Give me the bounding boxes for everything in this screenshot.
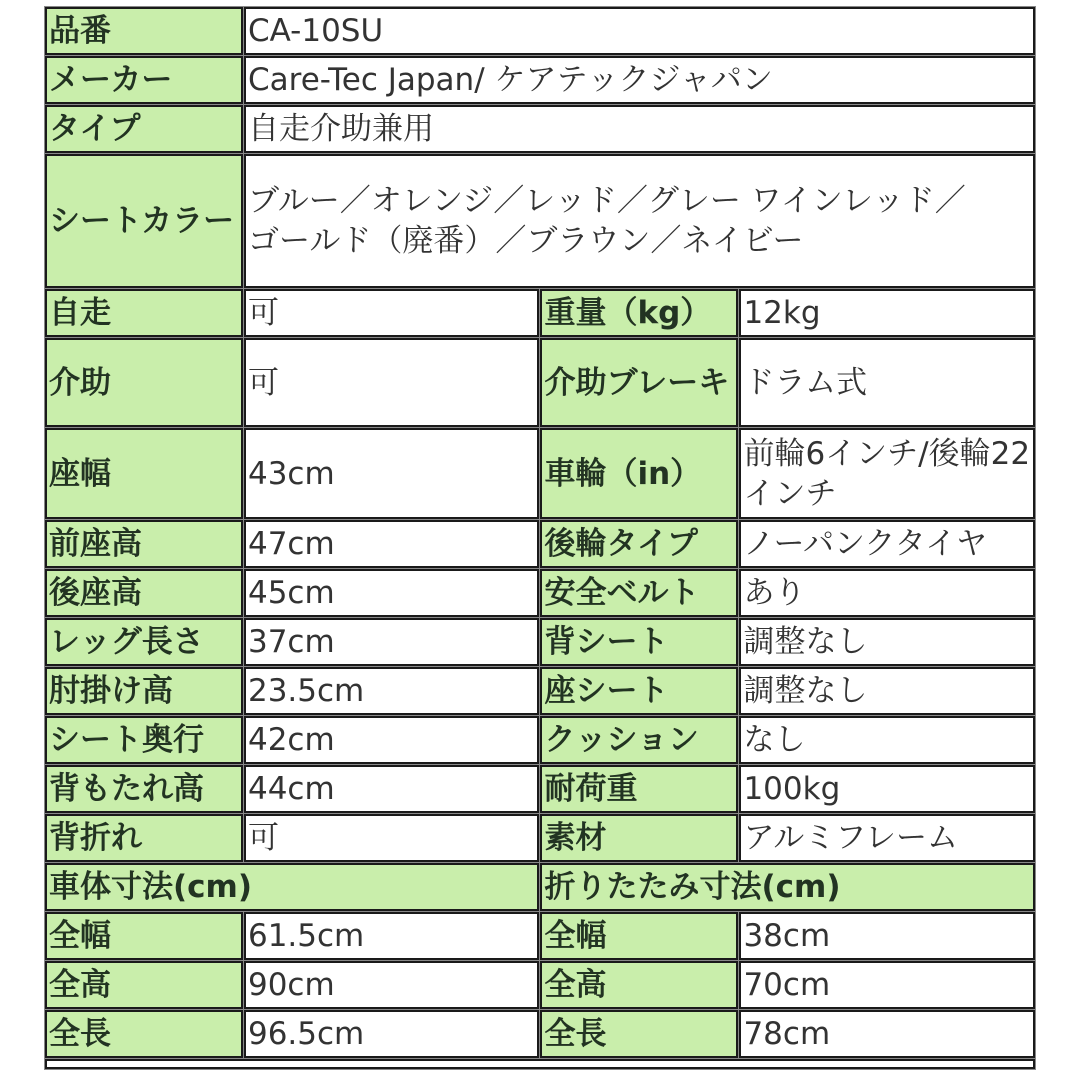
value-cell: 78cm	[739, 1010, 1035, 1058]
value-cell: 100kg	[739, 765, 1035, 813]
value-cell: アルミフレーム	[739, 814, 1035, 862]
label-cell: 安全ベルト	[540, 569, 738, 617]
table-row	[45, 814, 1035, 862]
table-bottom-row	[45, 1059, 1035, 1069]
label-cell: 座幅	[45, 428, 243, 519]
label-cell: 全高	[45, 961, 243, 1009]
label-cell: 後輪タイプ	[540, 520, 738, 568]
value-cell: 調整なし	[739, 618, 1035, 666]
value-cell: 90cm	[244, 961, 539, 1009]
spec-table	[44, 6, 1036, 1070]
label-cell: 全長	[540, 1010, 738, 1058]
value-cell: 38cm	[739, 912, 1035, 960]
value-cell: 23.5cm	[244, 667, 539, 715]
value-cell: CA-10SU	[244, 7, 1035, 55]
table-row	[45, 428, 1035, 519]
value-cell: ドラム式	[739, 338, 1035, 427]
label-cell: シート奥行	[45, 716, 243, 764]
label-cell: 背シート	[540, 618, 738, 666]
label-cell: 品番	[45, 7, 243, 55]
table-row	[45, 569, 1035, 617]
value-cell: Care-Tec Japan/ ケアテックジャパン	[244, 56, 1035, 104]
value-cell: 61.5cm	[244, 912, 539, 960]
label-cell: メーカー	[45, 56, 243, 104]
table-row	[45, 154, 1035, 288]
section-header-row	[45, 863, 1035, 911]
label-cell: レッグ長さ	[45, 618, 243, 666]
table-row	[45, 1010, 1035, 1058]
value-cell: 可	[244, 289, 539, 337]
label-cell: 素材	[540, 814, 738, 862]
table-row	[45, 105, 1035, 153]
label-cell: 自走	[45, 289, 243, 337]
table-row	[45, 56, 1035, 104]
body-dimensions-header: 車体寸法(cm)	[45, 863, 539, 911]
value-cell: 可	[244, 338, 539, 427]
table-row	[45, 667, 1035, 715]
label-cell: 座シート	[540, 667, 738, 715]
label-cell: 車輪（in）	[540, 428, 738, 519]
value-cell: ノーパンクタイヤ	[739, 520, 1035, 568]
label-cell: 全長	[45, 1010, 243, 1058]
value-cell: 前輪6インチ/後輪22インチ	[739, 428, 1035, 519]
label-cell: 介助ブレーキ	[540, 338, 738, 427]
label-cell: 肘掛け高	[45, 667, 243, 715]
value-cell: 12kg	[739, 289, 1035, 337]
value-cell: 44cm	[244, 765, 539, 813]
value-cell: あり	[739, 569, 1035, 617]
label-cell: 背もたれ高	[45, 765, 243, 813]
table-row	[45, 338, 1035, 427]
label-cell: 前座高	[45, 520, 243, 568]
value-cell: 43cm	[244, 428, 539, 519]
label-cell: 介助	[45, 338, 243, 427]
label-cell: シートカラー	[45, 154, 243, 288]
value-cell: 調整なし	[739, 667, 1035, 715]
label-cell: 背折れ	[45, 814, 243, 862]
label-cell: タイプ	[45, 105, 243, 153]
label-cell: 全高	[540, 961, 738, 1009]
label-cell: 耐荷重	[540, 765, 738, 813]
label-cell: クッション	[540, 716, 738, 764]
table-row	[45, 618, 1035, 666]
value-cell: ブルー／オレンジ／レッド／グレー ワインレッド／ゴールド（廃番）／ブラウン／ネイビー	[244, 154, 1035, 288]
value-cell: 47cm	[244, 520, 539, 568]
table-row	[45, 520, 1035, 568]
label-cell: 重量（kg）	[540, 289, 738, 337]
table-row	[45, 765, 1035, 813]
label-cell: 全幅	[45, 912, 243, 960]
table-row	[45, 961, 1035, 1009]
table-row	[45, 716, 1035, 764]
value-cell: 可	[244, 814, 539, 862]
value-cell: なし	[739, 716, 1035, 764]
table-row	[45, 289, 1035, 337]
value-cell: 37cm	[244, 618, 539, 666]
value-cell: 自走介助兼用	[244, 105, 1035, 153]
value-cell: 45cm	[244, 569, 539, 617]
label-cell: 全幅	[540, 912, 738, 960]
folded-dimensions-header: 折りたたみ寸法(cm)	[540, 863, 1035, 911]
label-cell: 後座高	[45, 569, 243, 617]
table-row	[45, 7, 1035, 55]
table-row	[45, 912, 1035, 960]
value-cell: 96.5cm	[244, 1010, 539, 1058]
value-cell: 70cm	[739, 961, 1035, 1009]
value-cell: 42cm	[244, 716, 539, 764]
